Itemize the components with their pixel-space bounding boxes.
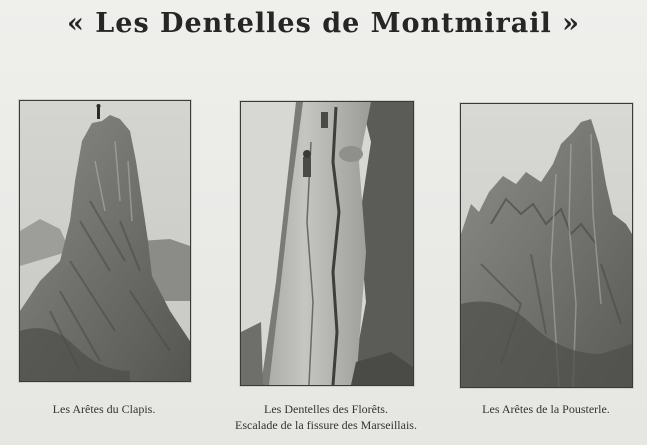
rock-ridge-image [20, 101, 190, 381]
page-title: « Les Dentelles de Montmirail » [67, 8, 580, 39]
photo-dentelles-des-florets [240, 101, 414, 386]
photo-aretes-de-la-pousterle [460, 103, 633, 388]
photo-aretes-du-clapis [19, 100, 191, 382]
caption-line: Les Dentelles des Florêts. [264, 402, 388, 416]
jagged-peaks-image [461, 104, 632, 387]
caption-aretes-de-la-pousterle [452, 401, 640, 417]
caption-line: Les Arêtes de la Pousterle. [482, 402, 610, 416]
caption-aretes-du-clapis [19, 401, 189, 417]
caption-dentelles-des-florets [232, 401, 420, 433]
caption-line-sub: Escalade de la fissure des Marseillais. [235, 418, 417, 432]
caption-line: Les Arêtes du Clapis. [52, 402, 156, 416]
rock-crack-image [241, 102, 413, 385]
